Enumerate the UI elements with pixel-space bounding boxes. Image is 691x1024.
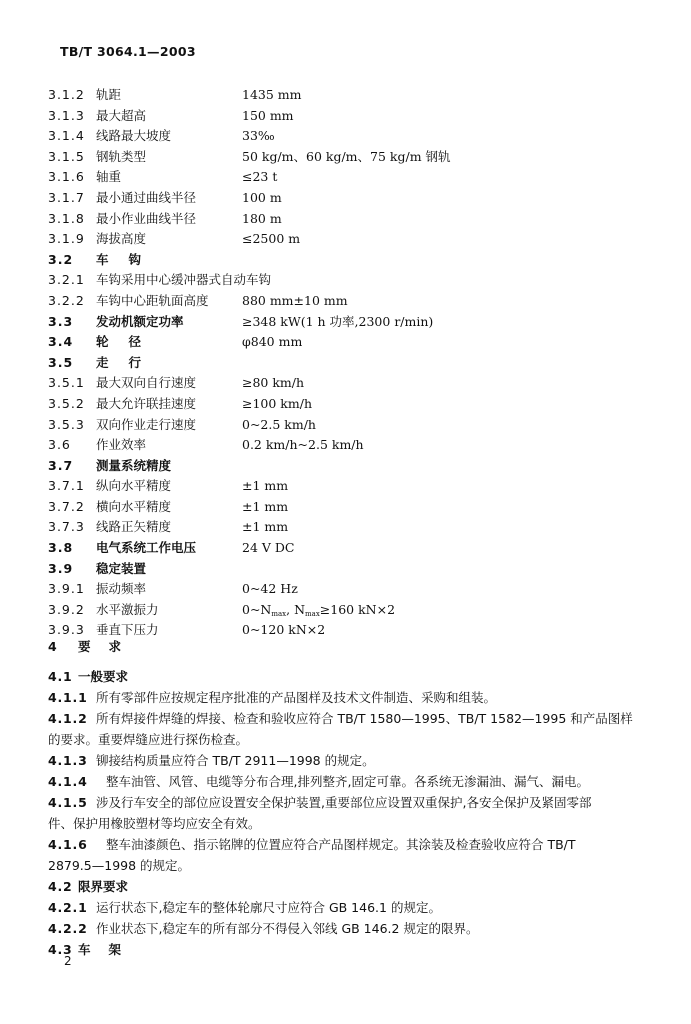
spec-label: 线路最大坡度 bbox=[96, 128, 172, 144]
spec-value: 150 mm bbox=[242, 107, 294, 123]
spec-value: 0.2 km/h~2.5 km/h bbox=[242, 437, 364, 453]
spec-value: ±1 mm bbox=[242, 478, 289, 494]
spec-row bbox=[48, 250, 688, 271]
spec-value: 33‰ bbox=[242, 128, 275, 144]
clause-number: 4.1.1 bbox=[48, 690, 88, 705]
spec-list bbox=[48, 85, 688, 641]
spec-value: ≤23 t bbox=[242, 169, 278, 185]
clause-text: 铆接结构质量应符合 TB/T 2911—1998 的规定。 bbox=[96, 753, 375, 768]
spec-number: 3.1.2 bbox=[48, 87, 85, 102]
section-title: 要求 bbox=[78, 639, 140, 654]
spec-number: 3.7.2 bbox=[48, 498, 85, 514]
clause-continuation: 的要求。重要焊缝应进行探伤检查。 bbox=[48, 732, 249, 747]
value-part: , N bbox=[286, 601, 306, 617]
clause-4-1-1 bbox=[48, 687, 676, 708]
spec-row bbox=[48, 517, 688, 538]
spec-value: ≥348 kW(1 h 功率,2300 r/min) bbox=[242, 313, 434, 329]
subscript: max bbox=[271, 609, 287, 618]
spec-row bbox=[48, 229, 688, 250]
spec-number: 3.5.3 bbox=[48, 416, 85, 432]
clause-title: 限界要求 bbox=[78, 879, 129, 894]
clause-continuation: 2879.5—1998 的规定。 bbox=[48, 858, 191, 873]
spec-label: 车钩 bbox=[96, 251, 162, 267]
section-number: 4 bbox=[48, 639, 57, 654]
spec-row bbox=[48, 559, 688, 580]
spec-label: 线路正矢精度 bbox=[96, 519, 172, 535]
section-4-heading bbox=[48, 634, 676, 660]
clause-number: 4.1 bbox=[48, 669, 73, 684]
spec-label: 作业效率 bbox=[96, 437, 147, 453]
spec-value: 880 mm±10 mm bbox=[242, 292, 348, 308]
clause-text: 所有零部件应按规定程序批准的产品图样及技术文件制造、采购和组装。 bbox=[96, 690, 497, 705]
clause-number: 4.2 bbox=[48, 879, 73, 894]
clause-title: 车架 bbox=[78, 942, 140, 957]
spec-row bbox=[48, 476, 688, 497]
spec-label: 最大允许联挂速度 bbox=[96, 395, 197, 411]
spec-number: 3.1.6 bbox=[48, 169, 85, 185]
clause-text: 作业状态下,稳定车的所有部分不得侵入邻线 GB 146.2 规定的限界。 bbox=[96, 921, 479, 936]
spec-number: 3.9 bbox=[48, 560, 74, 576]
spec-number: 3.3 bbox=[48, 313, 74, 329]
clause-number: 4.1.6 bbox=[48, 837, 88, 852]
spec-number: 3.5.1 bbox=[48, 375, 85, 391]
spec-value: ±1 mm bbox=[242, 498, 289, 514]
spec-label: 轨距 bbox=[96, 87, 122, 102]
spec-number: 3.9.2 bbox=[48, 601, 85, 617]
spec-label: 稳定装置 bbox=[96, 560, 147, 576]
spec-label: 海拔高度 bbox=[96, 231, 147, 247]
clause-4-1-6 bbox=[48, 834, 676, 855]
spec-value: 100 m bbox=[242, 189, 282, 205]
spec-row bbox=[48, 270, 688, 291]
clause-text: 整车油漆颜色、指示铭牌的位置应符合产品图样规定。其涂装及检查验收应符合 TB/T bbox=[106, 837, 576, 852]
clause-text: 运行状态下,稳定车的整体轮廓尺寸应符合 GB 146.1 的规定。 bbox=[96, 900, 441, 915]
spec-number: 3.1.5 bbox=[48, 148, 85, 164]
spec-row bbox=[48, 600, 688, 621]
spec-value: 1435 mm bbox=[242, 87, 302, 102]
spec-row bbox=[48, 312, 688, 333]
clause-4-2 bbox=[48, 876, 676, 897]
spec-label: 测量系统精度 bbox=[96, 457, 172, 473]
spec-number: 3.2.1 bbox=[48, 272, 85, 288]
spec-row bbox=[48, 126, 688, 147]
spec-number: 3.1.4 bbox=[48, 128, 85, 144]
value-part: ≥160 kN×2 bbox=[319, 601, 396, 617]
requirements-section bbox=[48, 634, 676, 960]
spec-row bbox=[48, 147, 688, 168]
clause-4-1-3 bbox=[48, 750, 676, 771]
spec-row bbox=[48, 85, 688, 106]
spec-value: 180 m bbox=[242, 210, 282, 226]
clause-number: 4.2.1 bbox=[48, 900, 88, 915]
spec-number: 3.7 bbox=[48, 457, 74, 473]
spec-value: ±1 mm bbox=[242, 519, 289, 535]
clause-4-1-4 bbox=[48, 771, 676, 792]
spec-row bbox=[48, 497, 688, 518]
spec-row bbox=[48, 579, 688, 600]
spec-number: 3.2 bbox=[48, 251, 74, 267]
spec-row bbox=[48, 456, 688, 477]
spec-row bbox=[48, 167, 688, 188]
spec-label: 纵向水平精度 bbox=[96, 478, 172, 494]
spec-number: 3.2.2 bbox=[48, 292, 85, 308]
spec-label: 最小作业曲线半径 bbox=[96, 210, 197, 226]
spec-number: 3.8 bbox=[48, 540, 74, 556]
clause-text: 涉及行车安全的部位应设置安全保护装置,重要部位应设置双重保护,各安全保护及紧固零部 bbox=[96, 795, 592, 810]
spec-number: 3.1.8 bbox=[48, 210, 85, 226]
spec-label: 最小通过曲线半径 bbox=[96, 189, 197, 205]
spec-number: 3.1.9 bbox=[48, 231, 85, 247]
spec-row bbox=[48, 291, 688, 312]
spec-value: 0~42 Hz bbox=[242, 581, 298, 597]
spec-value: 24 V DC bbox=[242, 540, 295, 556]
clause-title: 一般要求 bbox=[78, 669, 129, 684]
page-number: 2 bbox=[64, 954, 72, 968]
spec-value: ≥80 km/h bbox=[242, 375, 305, 391]
spec-label: 车钩中心距轨面高度 bbox=[96, 292, 209, 308]
spec-value: ≤2500 m bbox=[242, 231, 301, 247]
spec-number: 3.7.3 bbox=[48, 519, 85, 535]
spec-label: 轮径 bbox=[96, 334, 162, 350]
clause-number: 4.1.2 bbox=[48, 711, 88, 726]
clause-continuation: 件、保护用橡胶塑材等均应安全有效。 bbox=[48, 816, 261, 831]
clause-number: 4.1.3 bbox=[48, 753, 88, 768]
spec-value: 0~2.5 km/h bbox=[242, 416, 316, 432]
spec-value: ≥100 km/h bbox=[242, 395, 312, 411]
spec-number: 3.6 bbox=[48, 437, 71, 453]
clause-text: 所有焊接件焊缝的焊接、检查和验收应符合 TB/T 1580—1995、TB/T 1582—1995 和产品图样 bbox=[96, 711, 633, 726]
spec-row bbox=[48, 106, 688, 127]
spec-number: 3.5.2 bbox=[48, 395, 85, 411]
spec-row bbox=[48, 373, 688, 394]
spec-number: 3.1.7 bbox=[48, 189, 85, 205]
spec-number: 3.9.1 bbox=[48, 581, 85, 597]
clause-number: 4.1.5 bbox=[48, 795, 88, 810]
spec-number: 3.9.3 bbox=[48, 622, 85, 638]
spec-label: 垂直下压力 bbox=[96, 622, 159, 638]
clause-4-1-5 bbox=[48, 792, 676, 813]
spec-value: 50 kg/m、60 kg/m、75 kg/m 钢轨 bbox=[242, 148, 451, 164]
spec-row bbox=[48, 538, 688, 559]
spec-number: 3.4 bbox=[48, 334, 74, 350]
spec-number: 3.7.1 bbox=[48, 478, 85, 494]
spec-label: 振动频率 bbox=[96, 581, 147, 597]
spec-value: φ840 mm bbox=[242, 334, 303, 350]
clause-number: 4.1.4 bbox=[48, 774, 88, 789]
spec-row bbox=[48, 188, 688, 209]
spec-label: 轴重 bbox=[96, 169, 122, 185]
spec-label: 电气系统工作电压 bbox=[96, 540, 197, 556]
spec-label: 发动机额定功率 bbox=[96, 313, 184, 329]
spec-row bbox=[48, 353, 688, 374]
spec-row bbox=[48, 435, 688, 456]
clause-4-3 bbox=[48, 939, 676, 960]
spec-label: 走行 bbox=[96, 354, 162, 370]
spec-number: 3.1.3 bbox=[48, 107, 85, 123]
spec-label: 横向水平精度 bbox=[96, 498, 172, 514]
spec-label: 钢轨类型 bbox=[96, 148, 147, 164]
spec-label: 最大双向自行速度 bbox=[96, 375, 197, 391]
spec-row bbox=[48, 332, 688, 353]
clause-number: 4.2.2 bbox=[48, 921, 88, 936]
spec-row bbox=[48, 394, 688, 415]
spec-label: 最大超高 bbox=[96, 107, 147, 123]
spec-number: 3.5 bbox=[48, 354, 74, 370]
standard-code-header: TB/T 3064.1—2003 bbox=[60, 44, 196, 59]
clause-4-2-1 bbox=[48, 897, 676, 918]
spec-label: 车钩采用中心缓冲器式自动车钩 bbox=[96, 272, 272, 288]
value-part: 0~N bbox=[242, 601, 272, 617]
clause-4-1-2 bbox=[48, 708, 676, 729]
spec-label: 水平激振力 bbox=[96, 601, 159, 617]
spec-value: 0~120 kN×2 bbox=[242, 622, 326, 638]
spec-label: 双向作业走行速度 bbox=[96, 416, 197, 432]
clause-number: 4.3 bbox=[48, 942, 73, 957]
clause-4-2-2 bbox=[48, 918, 676, 939]
subscript: max bbox=[305, 609, 320, 618]
spec-row bbox=[48, 415, 688, 436]
clause-4-1 bbox=[48, 666, 676, 687]
spec-row bbox=[48, 209, 688, 230]
clause-text: 整车油管、风管、电缆等分布合理,排列整齐,固定可靠。各系统无渗漏油、漏气、漏电。 bbox=[106, 774, 589, 789]
